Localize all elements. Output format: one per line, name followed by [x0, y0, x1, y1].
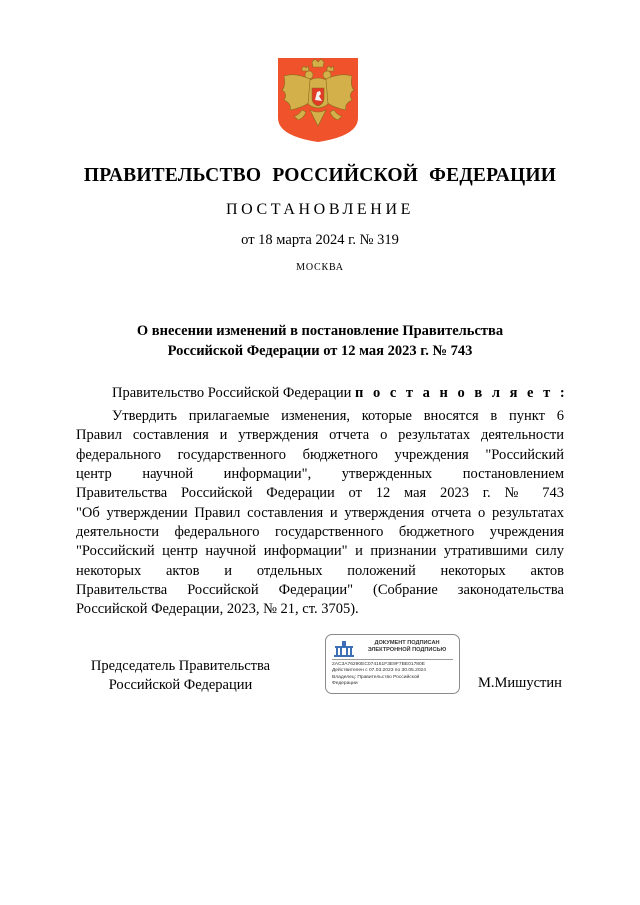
body-line: "Российский центр научной информации" и признании утратившими силу — [76, 543, 564, 560]
resolution-prefix: Правительство Российской Федерации — [112, 385, 355, 401]
certificate-owner: Федерации — [332, 681, 358, 687]
document-city: МОСКВА — [296, 262, 344, 273]
electronic-signature-stamp — [325, 634, 460, 694]
body-line: деятельности федерального государственного бюджетного учреждения — [76, 524, 564, 541]
resolution-verb: п о с т а н о в л я е т : — [354, 385, 568, 401]
signatory-position — [78, 657, 283, 695]
stamp-title-line: ДОКУМЕНТ ПОДПИСАН — [374, 640, 440, 646]
body-line: некоторых актов и отдельных положений некоторых актов — [76, 562, 564, 579]
position-line: Российской Федерации — [108, 677, 253, 693]
stamp-divider — [332, 659, 453, 660]
document-type: ПОСТАНОВЛЕНИЕ — [226, 201, 414, 218]
body-line: "Об утверждении Правил составления и утверждения отчета о результатах — [76, 504, 564, 521]
subject-line: Российской Федерации от 12 мая 2023 г. № 743 — [167, 343, 473, 359]
government-title: ПРАВИТЕЛЬСТВО РОССИЙСКОЙ ФЕДЕРАЦИИ — [83, 165, 557, 186]
stamp-title — [358, 640, 456, 654]
subject-line: О внесении изменений в постановление Правительства — [136, 323, 504, 339]
certificate-owner: Владелец: Правительство Российской — [332, 674, 420, 680]
document-date-number: от 18 марта 2024 г. № 319 — [241, 232, 399, 248]
body-line: Правительства Российской Федерации от 12 мая 2023 г. № 743 — [76, 485, 564, 502]
position-line: Председатель Правительства — [90, 658, 271, 674]
resolution-clause — [112, 385, 568, 402]
body-line: Утвердить прилагаемые изменения, которые вносятся в пункт 6 — [112, 408, 564, 424]
stamp-title-line: ЭЛЕКТРОННОЙ ПОДПИСЬЮ — [367, 647, 447, 653]
body-line: Российской Федерации, 2023, № 21, ст. 3705). — [76, 601, 359, 618]
resolution-body — [76, 407, 564, 620]
certificate-number: 2AC3A76290EC074161F3E9F7BE01780E — [332, 662, 425, 667]
body-line: Правительства Российской Федерации" (Собрание законодательства — [76, 582, 564, 599]
signatory-name: М.Мишустин — [478, 675, 562, 691]
body-line: федерального государственного бюджетного учреждения "Российский — [76, 446, 564, 463]
stamp-details — [332, 662, 454, 688]
body-line: центр научной информации", утвержденных постановлением — [76, 466, 564, 483]
coat-of-arms-emblem — [276, 56, 360, 144]
document-subject — [60, 321, 580, 361]
government-building-icon — [333, 640, 355, 658]
body-line: Правил составления и утверждения отчета о результатах деятельности — [76, 427, 564, 444]
certificate-validity: Действителен с 07.03.2023 по 30.05.2024 — [332, 668, 426, 674]
